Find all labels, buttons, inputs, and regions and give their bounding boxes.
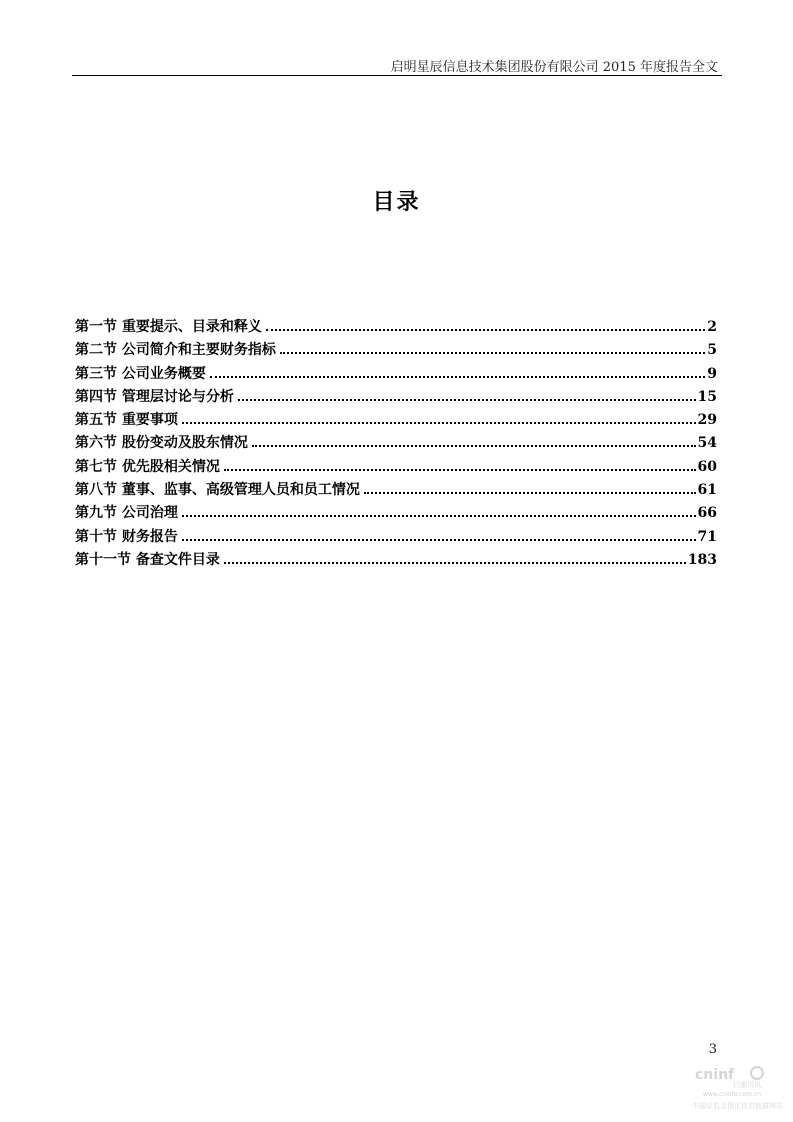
toc-entry[interactable] — [75, 339, 717, 362]
toc-dot-leader — [224, 562, 686, 564]
toc-section-title: 公司简介和主要财务指标 — [121, 342, 276, 359]
toc-page-number: 54 — [697, 435, 717, 452]
running-header: 启明星辰信息技术集团股份有限公司 2015 年度报告全文 — [390, 60, 718, 75]
toc-dot-leader — [224, 469, 696, 471]
toc-section-number: 第一节 — [75, 319, 117, 335]
toc-section-title: 公司治理 — [121, 505, 178, 522]
cninfo-watermark — [673, 1064, 783, 1114]
toc-entry-label — [75, 456, 220, 476]
toc-entry-label — [75, 386, 234, 406]
toc-dot-leader — [364, 492, 696, 494]
toc-page-number: 15 — [697, 388, 717, 405]
toc-entry-label — [75, 316, 262, 336]
toc-page-number: 61 — [697, 482, 717, 499]
toc-section-number: 第九节 — [75, 505, 117, 522]
cninfo-logo-icon — [695, 1064, 765, 1088]
toc-dot-leader — [210, 376, 705, 378]
toc-page-number: 29 — [697, 412, 717, 429]
toc-section-title: 重要事项 — [121, 412, 178, 429]
toc-dot-leader — [266, 329, 705, 331]
toc-section-title: 股份变动及股东情况 — [121, 435, 248, 452]
toc-entry-label — [75, 526, 178, 546]
toc-entry[interactable] — [75, 526, 717, 549]
toc-section-number: 第六节 — [75, 435, 117, 452]
toc-section-title: 重要提示、目录和释义 — [121, 319, 262, 335]
toc-entry[interactable] — [75, 456, 717, 479]
wm-logo-text: cninf — [695, 1067, 735, 1083]
toc-dot-leader — [182, 515, 696, 517]
toc-section-title: 管理层讨论与分析 — [121, 388, 234, 405]
toc-section-number: 第十一节 — [75, 551, 131, 568]
toc-section-number: 第七节 — [75, 458, 117, 475]
toc-section-number: 第二节 — [75, 342, 117, 359]
toc-section-title: 公司业务概要 — [121, 365, 206, 382]
toc-page-number: 5 — [707, 342, 717, 359]
toc-entry[interactable] — [75, 386, 717, 409]
toc-entry-label — [75, 363, 206, 383]
wm-logo-cn: 巨潮资讯 — [733, 1081, 761, 1088]
toc-entry[interactable] — [75, 316, 717, 339]
toc-page-number: 60 — [697, 458, 717, 475]
toc-dot-leader — [238, 399, 696, 401]
toc-dot-leader — [280, 352, 705, 354]
toc-dot-leader — [182, 539, 696, 541]
toc-section-title: 优先股相关情况 — [121, 458, 220, 475]
toc-section-title: 备查文件目录 — [135, 551, 220, 568]
toc-entry[interactable] — [75, 502, 717, 525]
toc-dot-leader — [182, 422, 696, 424]
toc-entry-label — [75, 409, 178, 429]
toc-entry-label — [75, 549, 220, 569]
toc-page-number: 71 — [697, 528, 717, 545]
toc-section-number: 第三节 — [75, 365, 117, 382]
toc-section-number: 第八节 — [75, 482, 117, 499]
toc-page-number: 2 — [707, 319, 717, 335]
toc-entry-label — [75, 479, 360, 499]
toc-section-number: 第四节 — [75, 388, 117, 405]
toc-entry-label — [75, 432, 248, 452]
toc-page-number: 9 — [707, 365, 717, 382]
toc-entry-label — [75, 502, 178, 522]
toc-entry-label — [75, 339, 276, 359]
toc-entry[interactable] — [75, 479, 717, 502]
page-number: 3 — [708, 1042, 717, 1057]
toc-entry[interactable] — [75, 549, 717, 572]
toc-section-title: 董事、监事、高级管理人员和员工情况 — [121, 482, 360, 499]
toc-section-title: 财务报告 — [121, 528, 178, 545]
table-of-contents — [75, 316, 717, 572]
toc-section-number: 第十节 — [75, 528, 117, 545]
header-divider — [72, 75, 722, 76]
toc-title: 目录 — [372, 190, 421, 215]
wm-org: 中国证监会指定信息披露网站 — [692, 1102, 783, 1110]
toc-page-number: 183 — [687, 551, 717, 568]
toc-entry[interactable] — [75, 432, 717, 455]
toc-dot-leader — [252, 445, 696, 447]
wm-url: www.cninfo.com.cn — [702, 1091, 761, 1098]
toc-entry[interactable] — [75, 409, 717, 432]
toc-entry[interactable] — [75, 363, 717, 386]
toc-section-number: 第五节 — [75, 412, 117, 429]
toc-page-number: 66 — [697, 505, 717, 522]
